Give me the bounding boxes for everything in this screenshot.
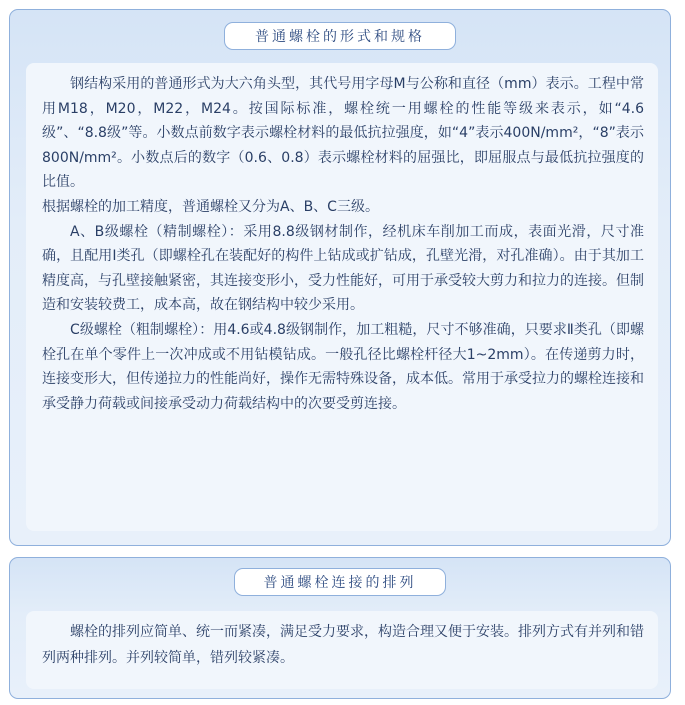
section-title: 普通螺栓的形式和规格 <box>224 22 456 50</box>
paragraph: 根据螺栓的加工精度，普通螺栓又分为A、B、C三级。 <box>42 198 379 215</box>
paragraph: 钢结构采用的普通形式为大六角头型，其代号用字母M与公称和直径（mm）表示。工程中常用M18，M20，M22，M24。按国际标准，螺栓统一用螺栓的性能等级来表示，如“4.6级”、“8.8级”等。小数点前数字表示螺栓材料的最低抗拉强度，如“4”表示400N/mm²，“8”表示800N/mm²。小数点后的数字（0.6、0.8）表示螺栓材料的屈强比，即屈服点与最低抗拉强度的比值。 <box>42 76 644 191</box>
paragraph: A、B级螺栓（精制螺栓）：采用8.8级钢材制作，经机床车削加工而成，表面光滑，尺寸准确，且配用Ⅰ类孔（即螺栓孔在装配好的构件上钻成或扩钻成，孔壁光滑，对孔准确）。由于其加工精度高，与孔壁接触紧密，其连接变形小，受力性能好，可用于承受较大剪力和拉力的连接。但制造和安装较费工，成本高，故在钢结构中较少采用。 <box>42 223 644 314</box>
section-panel-bolt-arrangement <box>9 557 671 699</box>
section-panel-bolt-forms <box>9 9 671 546</box>
paragraph: 螺栓的排列应简单、统一而紧凑，满足受力要求，构造合理又便于安装。排列方式有并列和错列两种排列。并列较简单，错列较紧凑。 <box>42 624 644 666</box>
section-body <box>26 63 658 531</box>
section-title: 普通螺栓连接的排列 <box>234 568 446 596</box>
section-body <box>26 611 658 689</box>
paragraph: C级螺栓（粗制螺栓）：用4.6或4.8级钢制作，加工粗糙，尺寸不够准确，只要求Ⅱ类孔（即螺栓孔在单个零件上一次冲成或不用钻模钻成。一般孔径比螺栓杆径大1~2mm）。在传递剪力时，连接变形大，但传递拉力的性能尚好，操作无需特殊设备，成本低。常用于承受拉力的螺栓连接和承受静力荷载或间接承受动力荷载结构中的次要受剪连接。 <box>42 321 644 412</box>
